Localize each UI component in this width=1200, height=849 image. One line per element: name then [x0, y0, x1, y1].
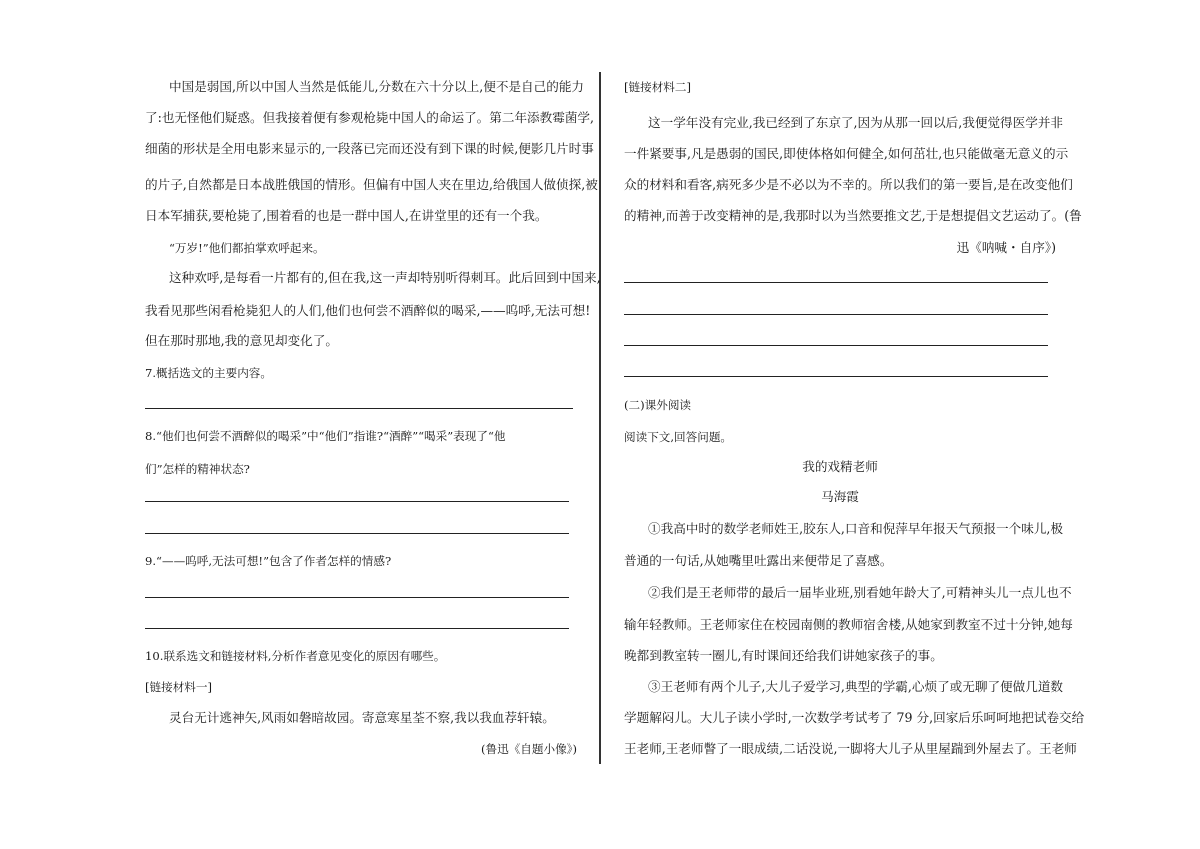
passage-line: 日本军捕获,要枪毙了,围着看的也是一群中国人,在讲堂里的还有一个我。 — [145, 208, 548, 223]
answer-line-q7[interactable] — [145, 408, 573, 409]
answer-line-q10[interactable] — [624, 345, 1048, 346]
passage-line: 学题解闷儿。大儿子读小学时,一次数学考试考了 79 分,回家后乐呵呵地把试卷交给 — [624, 710, 1085, 725]
passage-line: 的片子,自然都是日本战胜俄国的情形。但偏有中国人夹在里边,给俄国人做侦探,被 — [145, 177, 598, 192]
answer-line-q8[interactable] — [145, 533, 569, 534]
question-9: 9.“——呜呼,无法可想!”包含了作者怎样的情感? — [145, 554, 392, 568]
passage-line: 一件紧要事,凡是愚弱的国民,即使体格如何健全,如何茁壮,也只能做毫无意义的示 — [624, 146, 1069, 161]
passage-line: 这种欢呼,是每看一片都有的,但在我,这一声却特别听得刺耳。此后回到中国来, — [169, 270, 601, 285]
passage-line: ②我们是王老师带的最后一届毕业班,别看她年龄大了,可精神头儿一点儿也不 — [648, 585, 1072, 600]
answer-line-q9[interactable] — [145, 597, 569, 598]
passage-line: ①我高中时的数学老师姓王,胶东人,口音和倪萍早年报天气预报一个味儿,极 — [648, 521, 1064, 536]
instruction: 阅读下文,回答问题。 — [624, 430, 733, 444]
question-8-line: 们”怎样的精神状态? — [145, 462, 250, 476]
passage-line: 的精神,而善于改变精神的是,我那时以为当然要推文艺,于是想提倡文艺运动了。(鲁 — [624, 208, 1082, 223]
passage-line: 输年轻教师。王老师家住在校园南侧的教师宿舍楼,从她家到教室不过十分钟,她每 — [624, 617, 1073, 632]
answer-line-q10[interactable] — [624, 282, 1048, 283]
question-8-line: 8.“他们也何尝不酒醉似的喝采”中“他们”指谁?“酒醉”“喝采”表现了“他 — [145, 429, 506, 443]
answer-line-q8[interactable] — [145, 501, 569, 502]
link-material-2-source: 迅《呐喊・自序》) — [956, 240, 1056, 255]
passage-line: 众的材料和看客,病死多少是不必以为不幸的。所以我们的第一要旨,是在改变他们 — [624, 177, 1073, 192]
link-material-1-title: [链接材料一] — [145, 680, 213, 694]
section-title: (二)课外阅读 — [624, 398, 692, 412]
question-10: 10.联系选文和链接材料,分析作者意见变化的原因有哪些。 — [145, 649, 446, 663]
link-material-2-title: [链接材料二] — [624, 80, 692, 94]
article-author: 马海霞 — [821, 489, 859, 504]
passage-line: 晚都到教室转一圈儿,有时课间还给我们讲她家孩子的事。 — [624, 648, 943, 663]
passage-line: 我看见那些闲看枪毙犯人的人们,他们也何尝不酒醉似的喝采,——呜呼,无法可想! — [145, 303, 591, 318]
answer-line-q10[interactable] — [624, 376, 1048, 377]
column-divider — [599, 72, 601, 764]
passage-line: 但在那时那地,我的意见却变化了。 — [145, 333, 338, 348]
link-material-1-text: 灵台无计逃神矢,风雨如磐暗故园。寄意寒星荃不察,我以我血荐轩辕。 — [169, 710, 555, 725]
passage-line: 了:也无怪他们疑惑。但我接着便有参观枪毙中国人的命运了。第二年添教霉菌学, — [145, 110, 595, 125]
passage-line: 中国是弱国,所以中国人当然是低能儿,分数在六十分以上,便不是自己的能力 — [169, 79, 585, 94]
question-7: 7.概括选文的主要内容。 — [145, 366, 272, 380]
answer-line-q10[interactable] — [624, 314, 1048, 315]
passage-line: “万岁!”他们都拍掌欢呼起来。 — [169, 241, 325, 255]
article-title: 我的戏精老师 — [802, 459, 878, 474]
passage-line: ③王老师有两个儿子,大儿子爱学习,典型的学霸,心烦了或无聊了便做几道数 — [648, 679, 1064, 694]
passage-line: 王老师,王老师瞥了一眼成绩,二话没说,一脚将大儿子从里屋踹到外屋去了。王老师 — [624, 741, 1077, 756]
passage-line: 普通的一句话,从她嘴里吐露出来便带足了喜感。 — [624, 553, 893, 568]
link-material-1-source: (鲁迅《自题小像》) — [481, 742, 577, 756]
passage-line: 这一学年没有完业,我已经到了东京了,因为从那一回以后,我便觉得医学并非 — [648, 115, 1064, 130]
passage-line: 细菌的形状是全用电影来显示的,一段落已完而还没有到下课的时候,便影几片时事 — [145, 141, 594, 156]
answer-line-q9[interactable] — [145, 628, 569, 629]
